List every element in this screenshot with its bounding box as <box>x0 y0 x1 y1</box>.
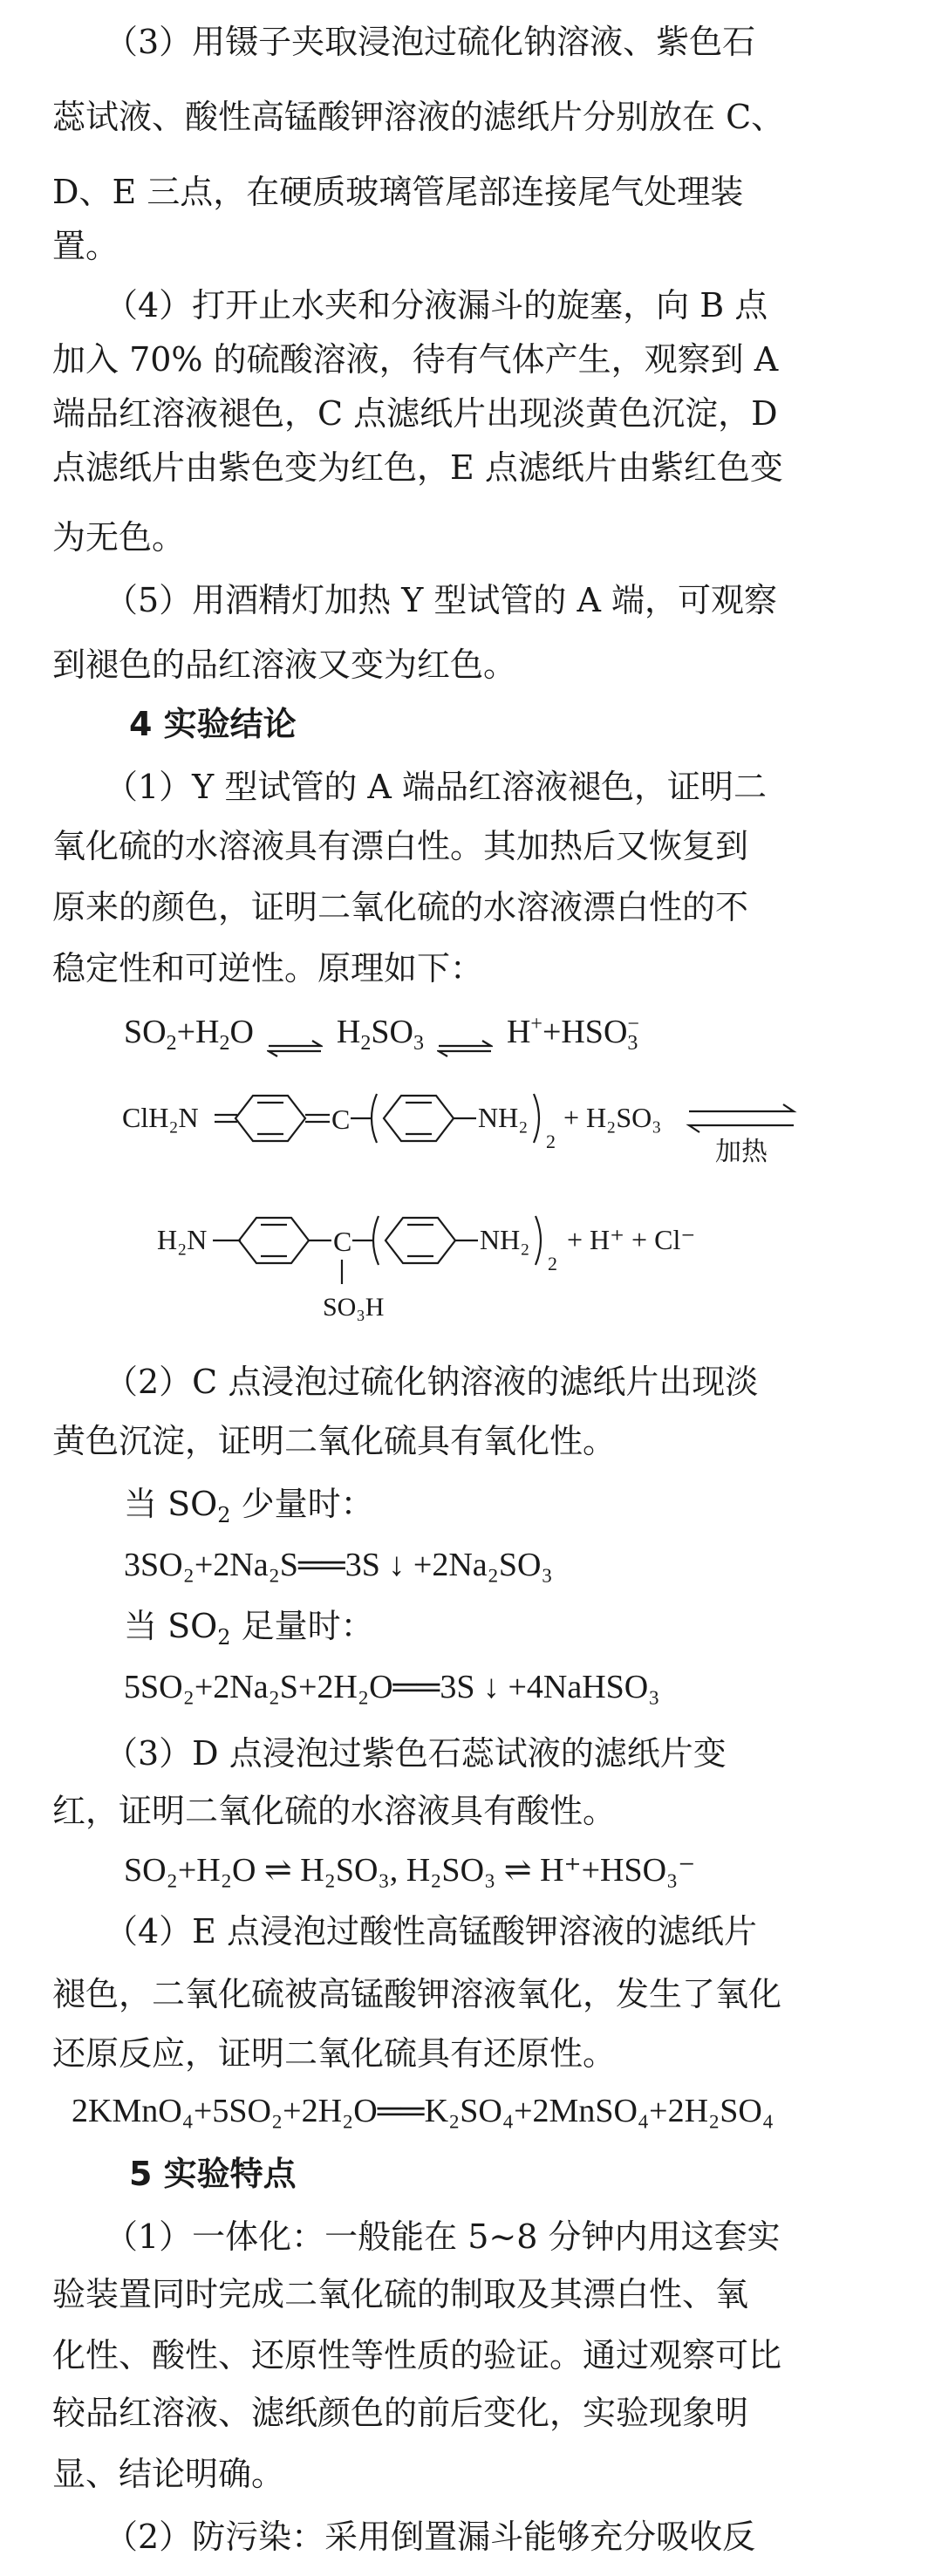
text-line: （4）E 点浸泡过酸性高锰酸钾溶液的滤纸片 <box>105 1912 757 1951</box>
text-line: 蕊试液、酸性高锰酸钾溶液的滤纸片分别放在 C、 <box>52 98 785 136</box>
text-line: （1）一体化：一般能在 5~8 分钟内用这套实 <box>105 2217 781 2256</box>
reversible-arrow-icon <box>437 1026 493 1043</box>
svg-text:H₂N: H₂N <box>157 1224 208 1255</box>
text-line: 端品红溶液褪色，C 点滤纸片出现淡黄色沉淀，D <box>52 394 778 433</box>
text-line: 化性、酸性、还原性等性质的验证。通过观察可比 <box>52 2336 782 2374</box>
text-line: 置。 <box>52 227 119 265</box>
case-label-small: 当 $SO_2$ 少量时： <box>124 1485 374 1527</box>
text-line: 还原反应，证明二氧化硫具有还原性。 <box>52 2034 617 2073</box>
text-line: （2）防污染：采用倒置漏斗能够充分吸收反 <box>105 2518 756 2556</box>
equation-so2-sodium-sulfide-small: 3SO₂+2Na₂S══3S ↓ +2Na₂SO₃ <box>124 1547 553 1583</box>
text-line: （4）打开止水夹和分液漏斗的旋塞，向 B 点 <box>105 286 768 325</box>
text-line: （1）Y 型试管的 A 端品红溶液褪色，证明二 <box>105 768 767 806</box>
text-line: 稳定性和可逆性。原理如下： <box>52 949 484 987</box>
svg-text:NH₂: NH₂ <box>480 1224 530 1255</box>
svg-text:NH₂: NH₂ <box>478 1102 529 1133</box>
text-line: 点滤纸片由紫色变为红色，E 点滤纸片由紫红色变 <box>52 448 783 487</box>
svg-text:+ H⁺ + Cl⁻: + H⁺ + Cl⁻ <box>567 1224 696 1255</box>
text-line: 较品红溶液、滤纸颜色的前后变化，实验现象明 <box>52 2394 749 2432</box>
svg-text:C: C <box>331 1104 351 1135</box>
text-line: 验装置同时完成二氧化硫的制取及其漂白性、氧 <box>52 2275 749 2313</box>
text-line: 褪色，二氧化硫被高锰酸钾溶液氧化，发生了氧化 <box>52 1975 782 2013</box>
equation-permanganate: 2KMnO₄+5SO₂+2H₂O══K₂SO₄+2MnSO₄+2H₂SO₄ <box>72 2093 774 2129</box>
svg-text:ClH₂N: ClH₂N <box>122 1102 199 1133</box>
text-line: 原来的颜色，证明二氧化硫的水溶液漂白性的不 <box>52 888 749 926</box>
text-line: 为无色。 <box>52 518 186 557</box>
text-line: （3）用镊子夹取浸泡过硫化钠溶液、紫色石 <box>105 23 756 61</box>
structural-formula-product <box>157 1204 715 1326</box>
text-line: 显、结论明确。 <box>52 2455 285 2493</box>
text-line: 氧化硫的水溶液具有漂白性。其加热后又恢复到 <box>52 827 749 865</box>
text-line: 到褪色的品红溶液又变为红色。 <box>52 646 517 684</box>
equation-so2-acid: SO₂+H₂O ⇌ H₂SO₃, H₂SO₃ ⇌ H⁺+HSO₃⁻ <box>124 1852 696 1889</box>
svg-text:C: C <box>333 1226 352 1257</box>
structural-formula-fuchsin <box>122 1076 802 1181</box>
svg-text:SO₃H: SO₃H <box>323 1293 385 1322</box>
svg-text:+ H₂SO₃: + H₂SO₃ <box>563 1102 662 1133</box>
svg-text:2: 2 <box>548 1253 557 1274</box>
text-line: 加入 70% 的硫酸溶液，待有气体产生，观察到 A <box>52 340 779 379</box>
section-heading: 4 实验结论 <box>129 705 297 743</box>
text-line: 黄色沉淀，证明二氧化硫具有氧化性。 <box>52 1422 617 1460</box>
section-heading: 5 实验特点 <box>129 2155 297 2193</box>
text-line: 红，证明二氧化硫的水溶液具有酸性。 <box>52 1792 617 1830</box>
text-line: （3）D 点浸泡过紫色石蕊试液的滤纸片变 <box>105 1734 727 1773</box>
svg-text:2: 2 <box>546 1131 556 1152</box>
case-label-large: 当 $SO_2$ 足量时： <box>124 1607 374 1650</box>
text-line: D、E 三点，在硬质玻璃管尾部连接尾气处理装 <box>52 173 744 211</box>
text-line: （2）C 点浸泡过硫化钠溶液的滤纸片出现淡 <box>105 1363 759 1401</box>
equation-so2-water: $SO_2+H_2O$ $H_2SO_3$ $H^++HSO_3^-$ <box>124 1003 639 1064</box>
text-line: （5）用酒精灯加热 Y 型试管的 A 端，可观察 <box>105 581 778 619</box>
equation-so2-sodium-sulfide-large: 5SO₂+2Na₂S+2H₂O══3S ↓ +4NaHSO₃ <box>124 1669 660 1705</box>
svg-text:加热: 加热 <box>715 1138 768 1166</box>
reversible-arrow-icon <box>267 1026 323 1043</box>
